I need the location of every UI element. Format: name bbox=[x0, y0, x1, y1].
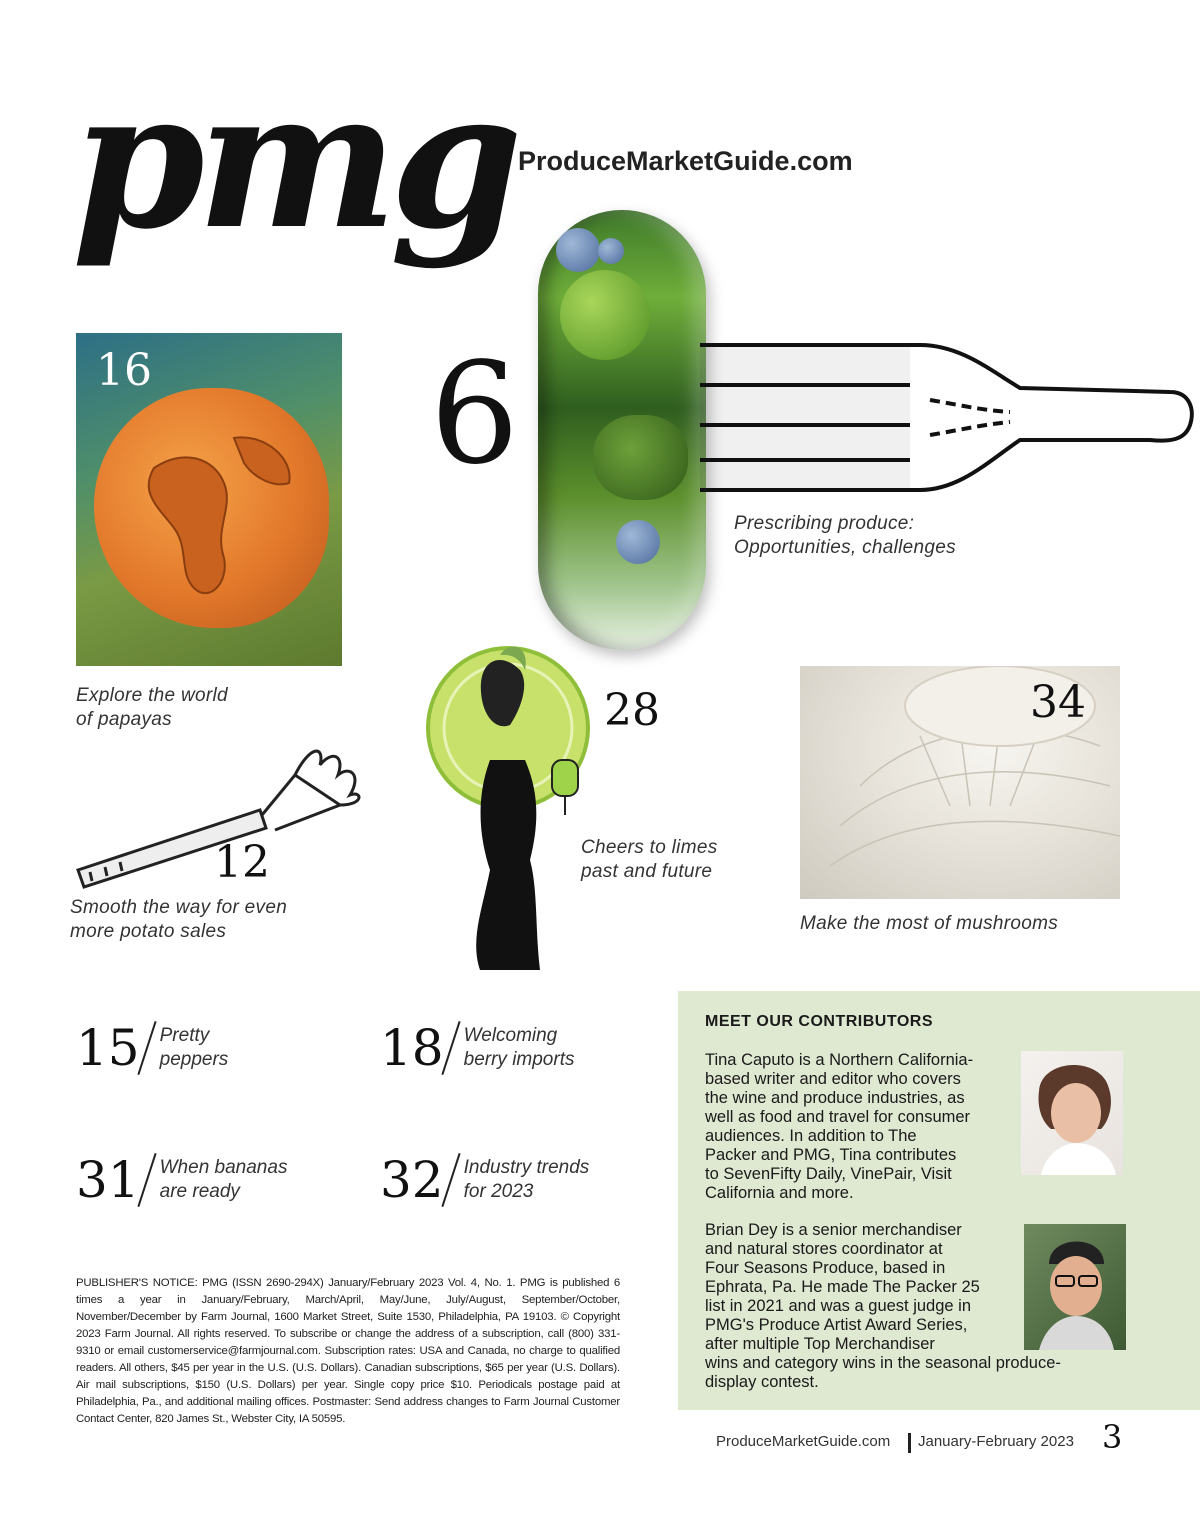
index-text-line2: are ready bbox=[159, 1181, 240, 1202]
contributors-heading: MEET OUR CONTRIBUTORS bbox=[705, 1013, 933, 1030]
index-entry[interactable] bbox=[76, 1020, 228, 1076]
index-entry[interactable] bbox=[380, 1152, 589, 1208]
bio-line: well as food and travel for consumer bbox=[705, 1108, 971, 1126]
papaya-fruit-image bbox=[94, 388, 329, 628]
index-text-line1: When bananas bbox=[159, 1157, 288, 1178]
limes-page-number[interactable]: 28 bbox=[604, 685, 660, 736]
bio-line: audiences. In addition to The bbox=[705, 1127, 917, 1145]
blueberry-image bbox=[598, 238, 624, 264]
bio-line: Tina Caputo is a Northern California- bbox=[705, 1051, 974, 1069]
limes-caption-line1: Cheers to limes bbox=[581, 837, 718, 858]
apple-image bbox=[560, 270, 650, 360]
world-map-engraving bbox=[94, 388, 329, 628]
papaya-photo bbox=[76, 333, 342, 666]
bio-line: based writer and editor who covers bbox=[705, 1070, 961, 1088]
pmg-logo: pmg bbox=[72, 48, 515, 271]
bio-line: Four Seasons Produce, based in bbox=[705, 1259, 946, 1277]
bio-line: PMG's Produce Artist Award Series, bbox=[705, 1316, 968, 1334]
footer-site-url[interactable]: ProduceMarketGuide.com bbox=[716, 1433, 891, 1450]
index-page-number: 15 bbox=[76, 1019, 140, 1077]
slash-divider bbox=[137, 1153, 156, 1207]
portrait-image bbox=[1021, 1051, 1123, 1175]
index-text-line2: peppers bbox=[159, 1049, 229, 1070]
bio-line: and natural stores coordinator at bbox=[705, 1240, 943, 1258]
index-text-line2: berry imports bbox=[463, 1049, 575, 1070]
contributor-bio-brian bbox=[705, 1221, 1061, 1392]
slash-divider bbox=[441, 1153, 460, 1207]
contributor-photo-brian bbox=[1024, 1224, 1126, 1350]
potato-caption-line1: Smooth the way for even bbox=[70, 897, 288, 918]
bio-line: the wine and produce industries, as bbox=[705, 1089, 965, 1107]
flapper-lime-illustration bbox=[420, 640, 620, 980]
bio-line: Packer and PMG, Tina contributes bbox=[705, 1146, 957, 1164]
index-text bbox=[160, 1156, 288, 1204]
fork-illustration bbox=[690, 330, 1200, 500]
footer-issue-date: January-February 2023 bbox=[918, 1433, 1074, 1450]
potato-caption-line2: more potato sales bbox=[70, 921, 227, 942]
index-text-line1: Pretty bbox=[159, 1025, 210, 1046]
blueberry-image bbox=[616, 520, 660, 564]
papaya-caption-line1: Explore the world bbox=[76, 685, 228, 706]
broccoli-image bbox=[593, 415, 688, 500]
index-text-line1: Industry trends bbox=[463, 1157, 590, 1178]
site-url[interactable]: ProduceMarketGuide.com bbox=[518, 146, 853, 176]
blueberry-image bbox=[556, 228, 600, 272]
prescribing-caption-line2: Opportunities, challenges bbox=[734, 537, 956, 558]
limes-caption[interactable] bbox=[581, 836, 718, 884]
bio-line: California and more. bbox=[705, 1184, 854, 1202]
index-text-line1: Welcoming bbox=[463, 1025, 558, 1046]
bio-line: display contest. bbox=[705, 1373, 819, 1391]
page-number: 3 bbox=[1102, 1418, 1123, 1456]
mushrooms-caption[interactable]: Make the most of mushrooms bbox=[800, 913, 1059, 934]
prescribing-page-number[interactable]: 6 bbox=[430, 333, 520, 496]
mushroom-photo bbox=[800, 666, 1120, 899]
portrait-image bbox=[1024, 1224, 1126, 1350]
papaya-page-number[interactable]: 16 bbox=[96, 345, 152, 396]
mushrooms-page-number[interactable]: 34 bbox=[1030, 677, 1086, 728]
index-entry[interactable] bbox=[380, 1020, 574, 1076]
contributor-photo-tina bbox=[1021, 1051, 1123, 1175]
index-text bbox=[464, 1024, 575, 1072]
bio-line: wins and category wins in the seasonal produce- bbox=[705, 1354, 1061, 1372]
index-page-number: 18 bbox=[380, 1019, 444, 1077]
slash-divider bbox=[137, 1021, 156, 1075]
papaya-caption[interactable] bbox=[76, 684, 228, 732]
prescribing-caption[interactable] bbox=[734, 512, 956, 560]
produce-pill-image bbox=[538, 210, 706, 650]
contributor-bio-tina bbox=[705, 1051, 973, 1203]
index-text bbox=[464, 1156, 590, 1204]
bio-line: Brian Dey is a senior merchandiser bbox=[705, 1221, 962, 1239]
potato-caption[interactable] bbox=[70, 896, 287, 944]
index-page-number: 32 bbox=[380, 1151, 444, 1209]
index-text bbox=[160, 1024, 229, 1072]
contributors-box bbox=[678, 991, 1200, 1410]
limes-caption-line2: past and future bbox=[581, 861, 713, 882]
footer-divider bbox=[908, 1433, 911, 1453]
bio-line: list in 2021 and was a guest judge in bbox=[705, 1297, 972, 1315]
index-page-number: 31 bbox=[76, 1151, 140, 1209]
index-entry[interactable] bbox=[76, 1152, 287, 1208]
publisher-notice: PUBLISHER'S NOTICE: PMG (ISSN 2690-294X) January/February 2023 Vol. 4, No. 1. PMG is published 6 times a year in January/February, March/April, May/June, July/August, September/October, November/December by Farm Journal, 1600 Market Street, Suite 1530, Philadelphia, PA 19103. © Copyright 2023 Farm Journal. All rights reserved. To subscribe or change the address of a subscription, call (800) 331-9310 or email customerservice@farmjournal.com. Subscription rates: USA and Canada, no charge to qualified readers. All others, $45 per year in the U.S. (U.S. Dollars). Canadian subscriptions, $65 per year (U.S. Dollars). Air mail subscriptions, $150 (U.S. Dollars) per year. Single copy price $10. Periodicals postage paid at Philadelphia, Pa., and additional mailing offices. Postmaster: Send address changes to Farm Journal Customer Contact Center, 820 James St., Webster City, IA 50595. bbox=[76, 1277, 620, 1425]
potato-page-number[interactable]: 12 bbox=[214, 837, 270, 888]
bio-line: to SevenFifty Daily, VinePair, Visit bbox=[705, 1165, 952, 1183]
bio-line: Ephrata, Pa. He made The Packer 25 bbox=[705, 1278, 980, 1296]
index-text-line2: for 2023 bbox=[463, 1181, 534, 1202]
slash-divider bbox=[441, 1021, 460, 1075]
bio-line: after multiple Top Merchandiser bbox=[705, 1335, 935, 1353]
papaya-caption-line2: of papayas bbox=[76, 709, 172, 730]
prescribing-caption-line1: Prescribing produce: bbox=[734, 513, 915, 534]
